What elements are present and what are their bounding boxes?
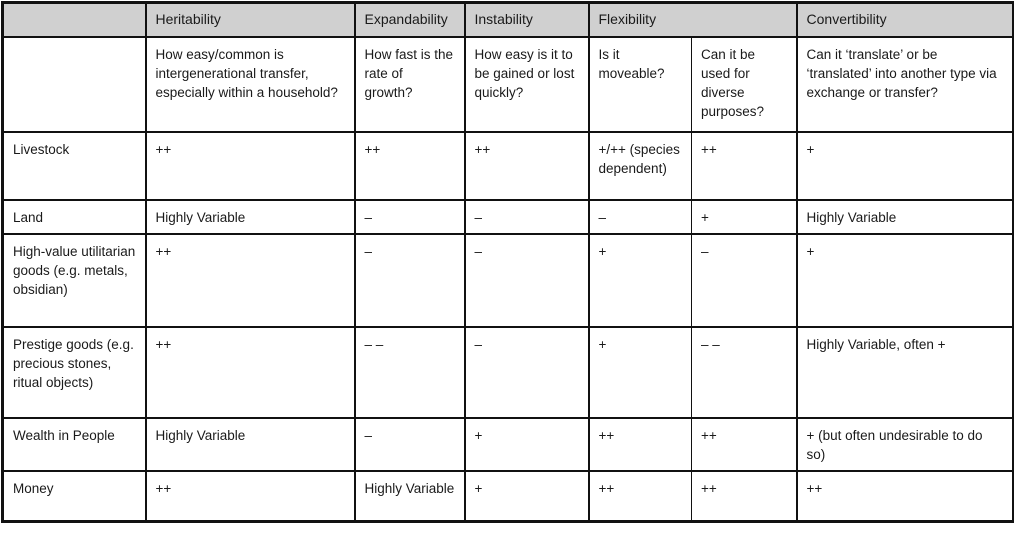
table-row-prestige-goods	[3, 327, 1014, 418]
cell-flexibility-diverse: ++	[692, 471, 797, 522]
table-row-livestock	[3, 132, 1014, 200]
cell-instability: +	[465, 418, 589, 471]
row-label: Money	[3, 471, 146, 522]
wealth-types-comparison-table	[1, 1, 1014, 523]
cell-heritability: ++	[146, 132, 355, 200]
question-instability: How easy is it to be gained or lost quickly?	[465, 37, 589, 132]
cell-expandability: – –	[355, 327, 465, 418]
cell-heritability: ++	[146, 327, 355, 418]
column-header-expandability: Expandability	[355, 3, 465, 37]
cell-expandability: –	[355, 234, 465, 327]
cell-convertibility: ++	[797, 471, 1014, 522]
cell-flexibility-moveable: +	[589, 327, 692, 418]
cell-instability: –	[465, 327, 589, 418]
cell-instability: ++	[465, 132, 589, 200]
cell-heritability: ++	[146, 234, 355, 327]
row-label: Prestige goods (e.g. precious stones, ritual objects)	[3, 327, 146, 418]
cell-convertibility: Highly Variable, often +	[797, 327, 1014, 418]
column-header-heritability: Heritability	[146, 3, 355, 37]
corner-header-cell	[3, 3, 146, 37]
cell-expandability: ++	[355, 132, 465, 200]
table-row-money	[3, 471, 1014, 522]
table-row-wealth-in-people	[3, 418, 1014, 471]
table-row-utilitarian-goods	[3, 234, 1014, 327]
cell-heritability: Highly Variable	[146, 418, 355, 471]
cell-convertibility: +	[797, 234, 1014, 327]
cell-expandability: –	[355, 418, 465, 471]
cell-instability: –	[465, 200, 589, 234]
row-label: High-value utilitarian goods (e.g. metals, obsidian)	[3, 234, 146, 327]
row-label: Wealth in People	[3, 418, 146, 471]
column-header-instability: Instability	[465, 3, 589, 37]
cell-flexibility-diverse: +	[692, 200, 797, 234]
row-label: Livestock	[3, 132, 146, 200]
cell-flexibility-moveable: ++	[589, 471, 692, 522]
column-header-flexibility: Flexibility	[589, 3, 797, 37]
cell-flexibility-diverse: ++	[692, 418, 797, 471]
column-header-convertibility: Convertibility	[797, 3, 1014, 37]
cell-expandability: Highly Variable	[355, 471, 465, 522]
cell-flexibility-moveable: –	[589, 200, 692, 234]
cell-heritability: Highly Variable	[146, 200, 355, 234]
cell-flexibility-moveable: +/++ (species dependent)	[589, 132, 692, 200]
column-header-row	[3, 3, 1014, 37]
cell-instability: –	[465, 234, 589, 327]
cell-flexibility-diverse: –	[692, 234, 797, 327]
question-heritability: How easy/common is intergenerational transfer, especially within a household?	[146, 37, 355, 132]
question-row	[3, 37, 1014, 132]
table-row-land	[3, 200, 1014, 234]
cell-flexibility-diverse: ++	[692, 132, 797, 200]
cell-flexibility-diverse: – –	[692, 327, 797, 418]
cell-instability: +	[465, 471, 589, 522]
cell-convertibility: +	[797, 132, 1014, 200]
cell-convertibility: Highly Variable	[797, 200, 1014, 234]
question-convertibility: Can it ‘translate’ or be ‘translated’ into another type via exchange or transfer?	[797, 37, 1014, 132]
cell-flexibility-moveable: +	[589, 234, 692, 327]
question-flexibility-diverse: Can it be used for diverse purposes?	[692, 37, 797, 132]
question-flexibility-moveable: Is it moveable?	[589, 37, 692, 132]
row-label: Land	[3, 200, 146, 234]
cell-heritability: ++	[146, 471, 355, 522]
cell-flexibility-moveable: ++	[589, 418, 692, 471]
question-expandability: How fast is the rate of growth?	[355, 37, 465, 132]
cell-expandability: –	[355, 200, 465, 234]
cell-convertibility: + (but often undesirable to do so)	[797, 418, 1014, 471]
question-corner-cell	[3, 37, 146, 132]
